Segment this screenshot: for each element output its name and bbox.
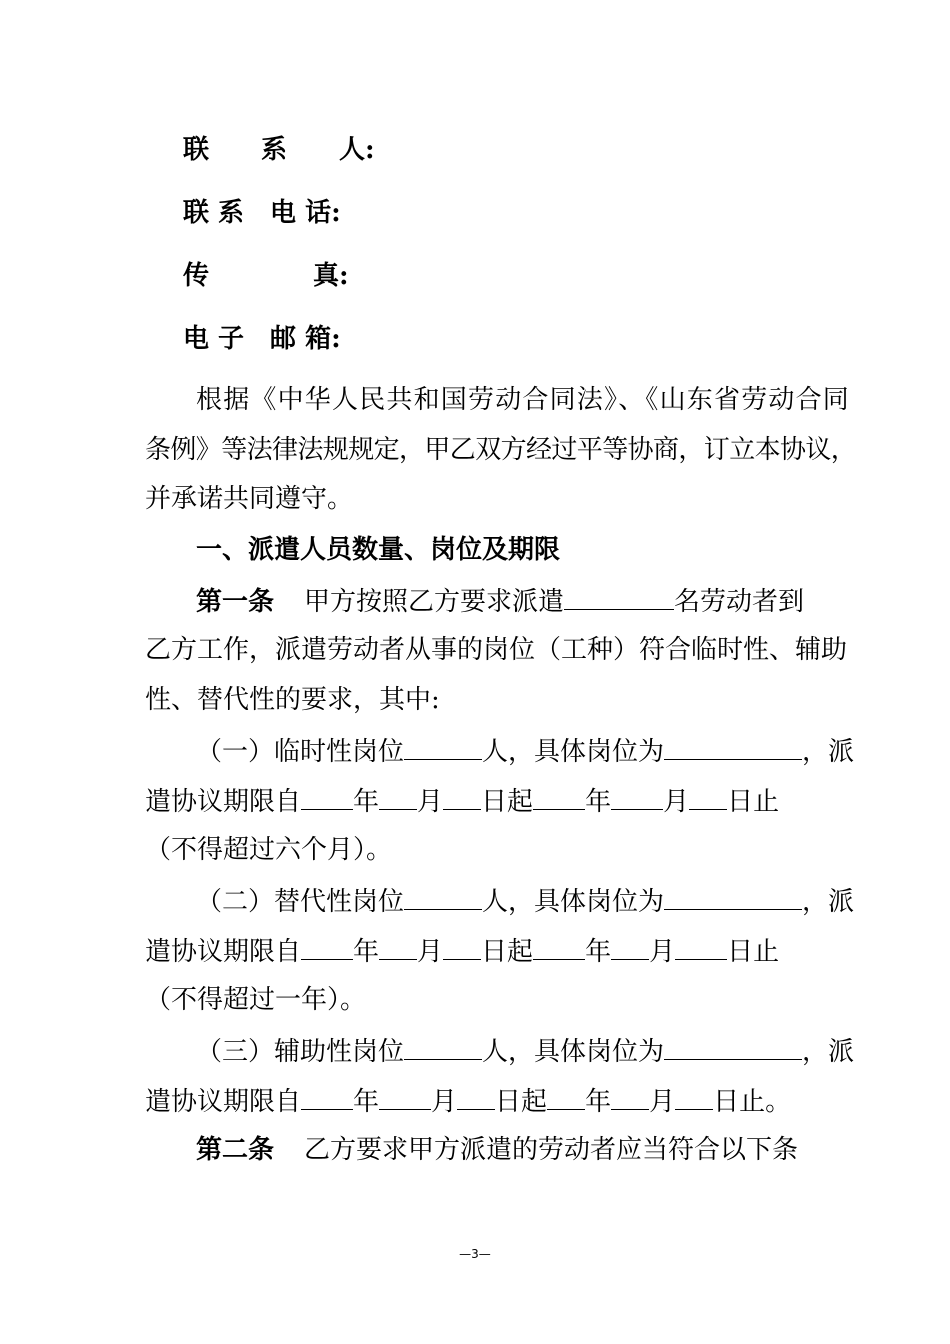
month-text: 月 [649,1087,676,1117]
blank [547,1083,585,1110]
temporary-note: （不得超过六个月）。 [145,835,393,865]
substitute-unit: 人，具体岗位为 [482,887,665,917]
substitute-prefix: （二）替代性岗位 [196,887,405,917]
fax-label: 传 真: [183,261,349,291]
substitute-count-blank [404,883,482,910]
temporary-suffix: ，派 [802,737,855,767]
blank [379,933,417,960]
day-from-text: 日起 [495,1087,548,1117]
blank [675,1083,713,1110]
temporary-post-blank [664,733,802,760]
blank [301,783,353,810]
auxiliary-count-blank [404,1033,482,1060]
article-2-label: 第二条 [196,1135,275,1165]
section-heading: 一、派遣人员数量、岗位及期限 [196,535,561,565]
blank [611,783,663,810]
intro-line-3: 并承诺共同遵守。 [145,484,354,514]
blank [689,783,727,810]
temporary-term: 遣协议期限自 [145,787,302,817]
month-text: 月 [663,787,690,817]
article-1-line-2: 乙方工作，派遣劳动者从事的岗位（工种）符合临时性、辅助 [145,635,848,665]
blank [301,1083,353,1110]
article-1-line-3: 性、替代性的要求，其中: [145,685,440,715]
contact-phone-label: 联 系 电 话: [183,198,341,228]
blank [533,933,585,960]
page-number: —3— [459,1247,491,1261]
blank [611,1083,649,1110]
substitute-line-2 [145,933,779,969]
year-text: 年 [585,787,612,817]
substitute-note: （不得超过一年）。 [145,985,367,1015]
article-1-text-a: 甲方按照乙方要求派遣 [304,587,565,617]
article-2-line-1 [196,1133,798,1167]
blank [301,933,353,960]
blank [443,933,481,960]
temporary-unit: 人，具体岗位为 [482,737,665,767]
year-text: 年 [353,937,380,967]
blank [379,783,417,810]
blank [443,783,481,810]
temporary-count-blank [404,733,482,760]
email-label: 电 子 邮 箱: [183,324,341,354]
month-text: 月 [431,1087,458,1117]
blank [379,1083,431,1110]
year-text: 年 [585,937,612,967]
day-to-text: 日止 [727,787,780,817]
day-from-text: 日起 [481,787,534,817]
worker-count-blank [564,583,674,610]
substitute-term: 遣协议期限自 [145,937,302,967]
temporary-line-2 [145,783,779,819]
article-1-line-1 [196,583,804,619]
day-to-text: 日止 [727,937,780,967]
article-1-text-b: 名劳动者到 [674,587,805,617]
article-1-label: 第一条 [196,587,275,617]
year-text: 年 [585,1087,612,1117]
auxiliary-term: 遣协议期限自 [145,1087,302,1117]
intro-line-2: 条例》等法律法规规定，甲乙双方经过平等协商，订立本协议， [145,435,857,465]
year-text: 年 [353,1087,380,1117]
blank [533,783,585,810]
day-from-text: 日起 [481,937,534,967]
month-text: 月 [417,787,444,817]
auxiliary-prefix: （三）辅助性岗位 [196,1037,405,1067]
day-to-text: 日止。 [713,1087,792,1117]
blank [457,1083,495,1110]
auxiliary-suffix: ，派 [802,1037,855,1067]
temporary-prefix: （一）临时性岗位 [196,737,405,767]
contact-person-label: 联 系 人: [183,135,375,165]
month-text: 月 [417,937,444,967]
blank [611,933,649,960]
blank [675,933,727,960]
year-text: 年 [353,787,380,817]
month-text: 月 [649,937,676,967]
auxiliary-unit: 人，具体岗位为 [482,1037,665,1067]
article-2-text: 乙方要求甲方派遣的劳动者应当符合以下条 [304,1135,799,1165]
auxiliary-post-blank [664,1033,802,1060]
substitute-line-1 [196,883,854,919]
auxiliary-line-1 [196,1033,854,1069]
auxiliary-line-2 [145,1083,791,1119]
substitute-post-blank [664,883,802,910]
substitute-suffix: ，派 [802,887,855,917]
temporary-line-1 [196,733,854,769]
intro-line-1: 根据《中华人民共和国劳动合同法》、《山东省劳动合同 [196,385,851,415]
